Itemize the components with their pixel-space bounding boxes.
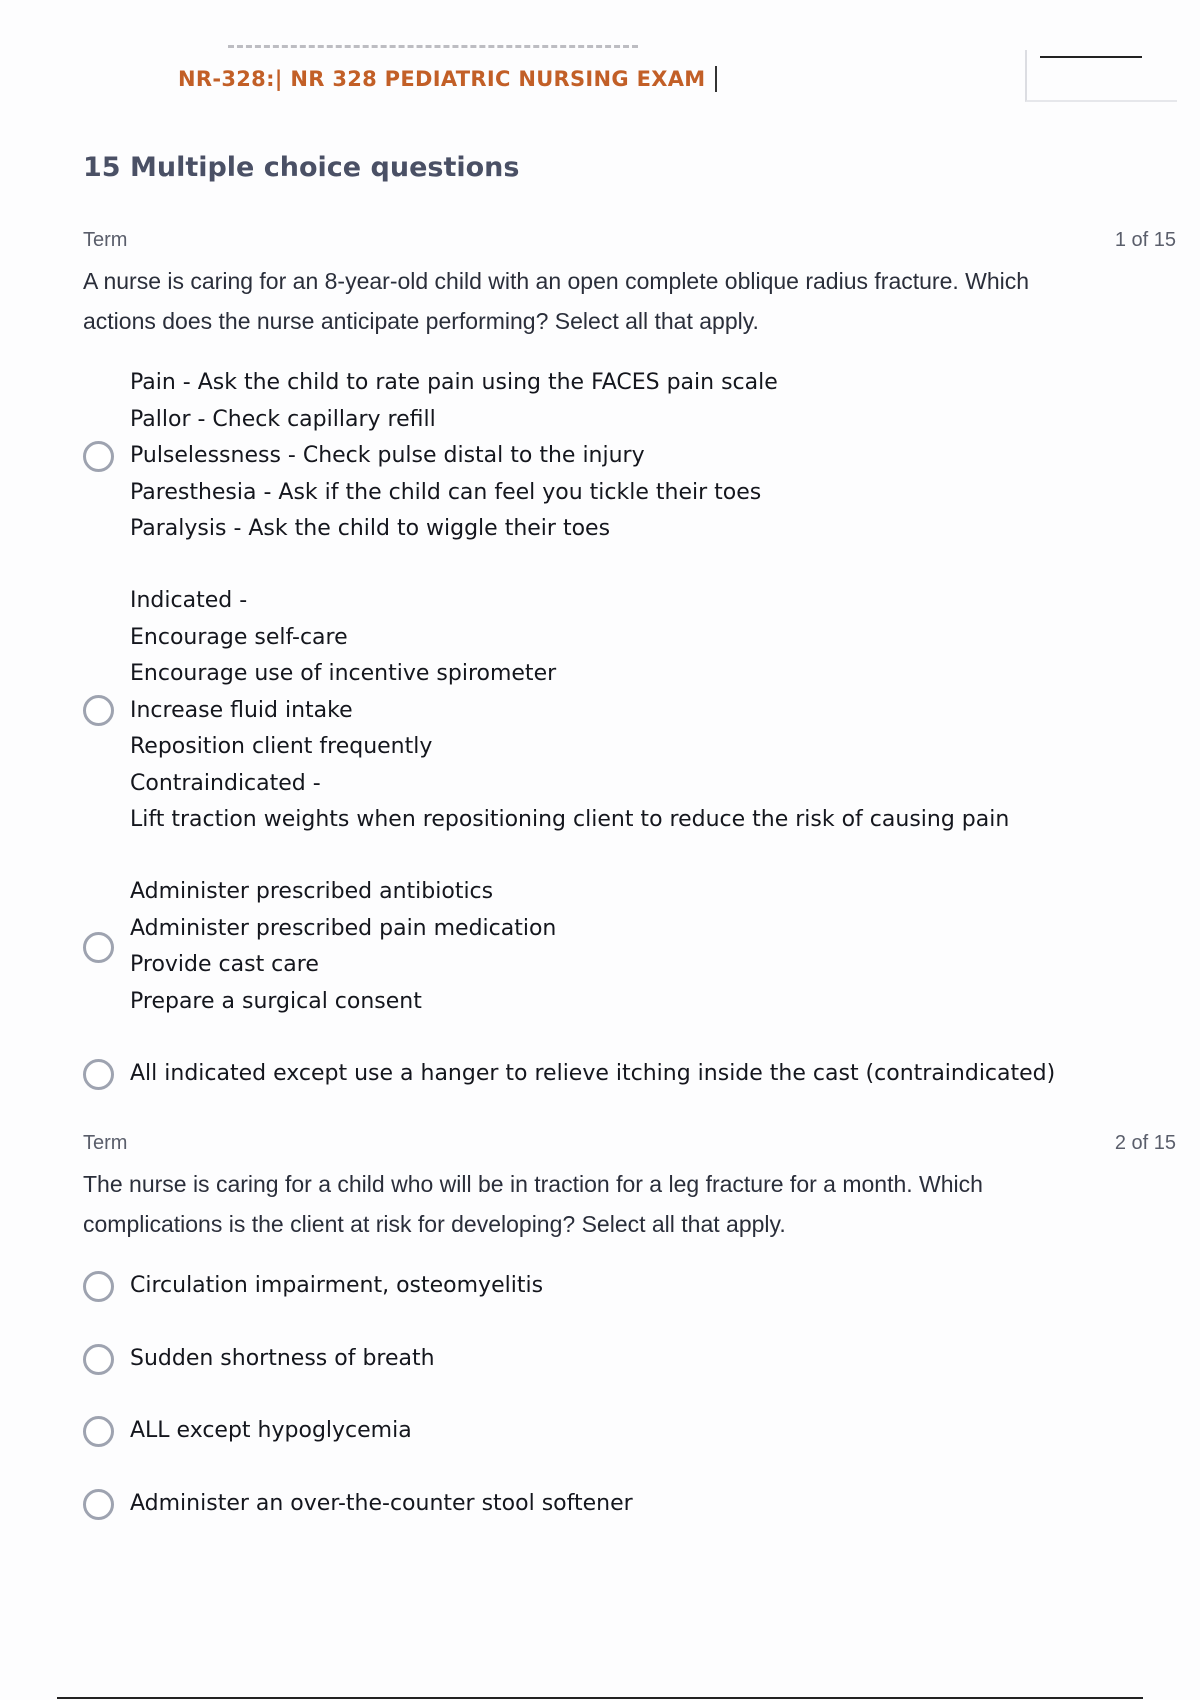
answer-option-2[interactable] (83, 583, 1143, 839)
term-label: Term (83, 1132, 128, 1154)
answer-option-4[interactable] (83, 1056, 1143, 1093)
answer-option-text (130, 583, 1009, 839)
radio-button[interactable] (83, 932, 114, 963)
radio-button[interactable] (83, 1489, 114, 1520)
bottom-divider (57, 1697, 1143, 1699)
answer-option-text (130, 365, 778, 548)
question-text-line: A nurse is caring for an 8-year-old child with an open complete oblique radius fracture. Which (83, 268, 1030, 294)
term-label: Term (83, 229, 128, 251)
option-line: Prepare a surgical consent (130, 988, 422, 1014)
question-text (83, 261, 1123, 341)
option-line: Encourage use of incentive spirometer (130, 661, 557, 686)
option-line: Pallor - Check capillary refill (130, 406, 436, 432)
option-line: Pain - Ask the child to rate pain using the FACES pain scale (130, 370, 778, 395)
question-text-line: actions does the nurse anticipate performing? Select all that apply. (83, 308, 759, 334)
answer-option-4[interactable] (83, 1486, 1143, 1523)
question-text-line: complications is the client at risk for developing? Select all that apply. (83, 1211, 786, 1237)
question-text-line: The nurse is caring for a child who will be in traction for a leg fracture for a month. Which (83, 1171, 983, 1197)
option-line: Contraindicated - (130, 770, 321, 796)
option-line: Provide cast care (130, 952, 319, 977)
answer-option-3[interactable] (83, 874, 1143, 1020)
radio-button[interactable] (83, 1416, 114, 1447)
option-line: Lift traction weights when repositioning client to reduce the risk of causing pain (130, 807, 1010, 832)
option-line: All indicated except use a hanger to relieve itching inside the cast (contraindicated) (130, 1061, 1056, 1086)
header-dashed-line (228, 45, 638, 48)
radio-button[interactable] (83, 441, 114, 472)
option-line: Indicated - (130, 588, 248, 613)
radio-button[interactable] (83, 1344, 114, 1375)
answer-option-text (130, 874, 556, 1020)
answer-option-text (130, 1486, 633, 1523)
radio-button[interactable] (83, 1271, 114, 1302)
answer-option-2[interactable] (83, 1341, 1143, 1378)
option-line: Administer prescribed antibiotics (130, 879, 494, 904)
radio-button[interactable] (83, 1059, 114, 1090)
option-line: Pulselessness - Check pulse distal to the injury (130, 443, 645, 468)
answer-option-3[interactable] (83, 1413, 1143, 1450)
option-line: ALL except hypoglycemia (130, 1418, 412, 1443)
document-title: NR-328:| NR 328 PEDIATRIC NURSING EXAM (178, 66, 717, 92)
option-line: Paralysis - Ask the child to wiggle their toes (130, 516, 611, 541)
question-counter: 2 of 15 (1114, 1132, 1176, 1154)
section-heading: 15 Multiple choice questions (83, 152, 520, 183)
radio-button[interactable] (83, 695, 114, 726)
answer-option-1[interactable] (83, 1268, 1143, 1305)
option-line: Paresthesia - Ask if the child can feel you tickle their toes (130, 479, 762, 505)
option-line: Administer an over-the-counter stool softener (130, 1491, 633, 1516)
option-line: Increase fluid intake (130, 697, 353, 723)
option-line: Reposition client frequently (130, 734, 433, 759)
answer-option-text (130, 1413, 412, 1450)
answer-option-text (130, 1056, 1055, 1093)
option-line: Sudden shortness of breath (130, 1346, 435, 1371)
answer-option-text (130, 1341, 435, 1378)
answer-option-1[interactable] (83, 365, 1143, 548)
answer-option-text (130, 1268, 543, 1305)
question-counter: 1 of 15 (1114, 229, 1176, 251)
option-line: Circulation impairment, osteomyelitis (130, 1273, 544, 1298)
option-line: Administer prescribed pain medication (130, 915, 557, 941)
question-text (83, 1164, 1123, 1244)
option-line: Encourage self-care (130, 624, 348, 650)
header-frame-line (1040, 56, 1142, 58)
